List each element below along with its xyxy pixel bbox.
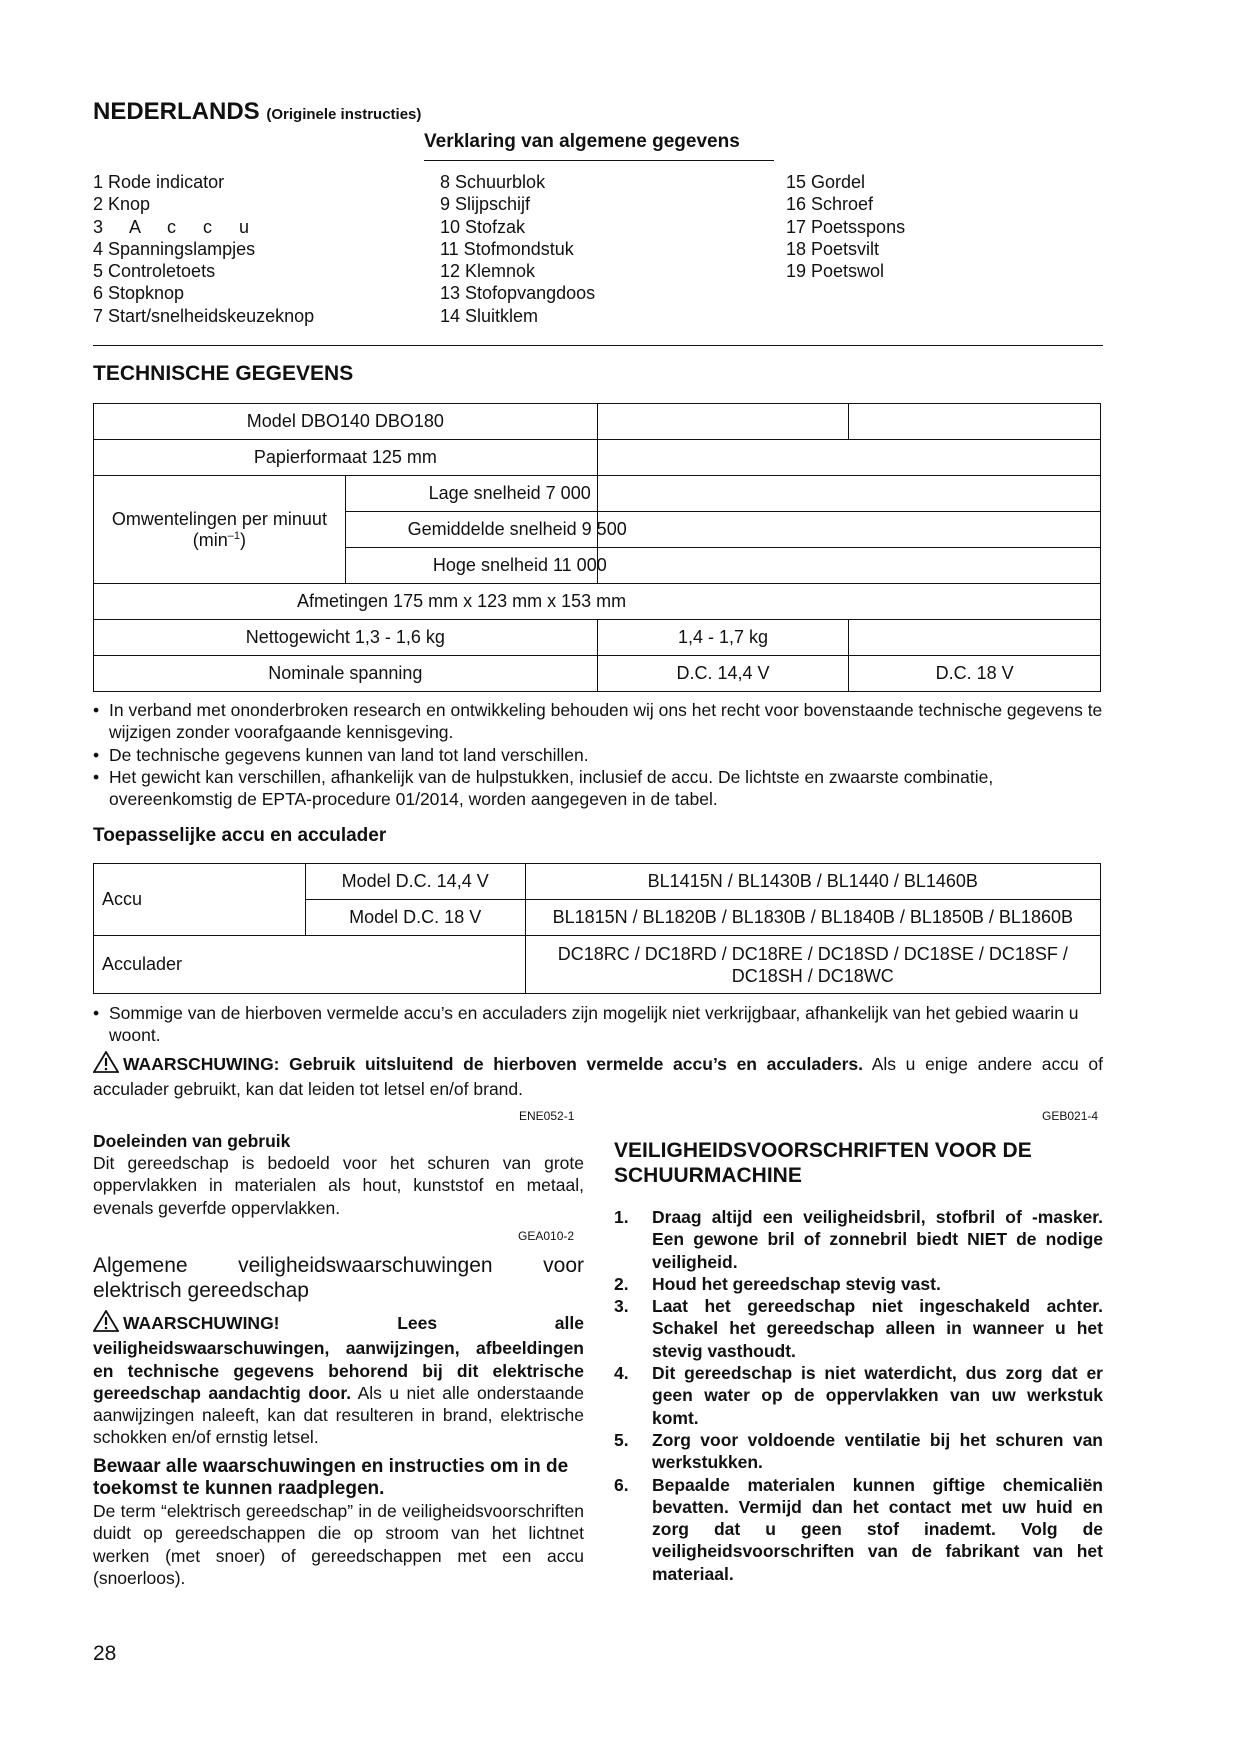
sander-safety-title: VEILIGHEIDSVOORSCHRIFTEN VOOR DE SCHUURMACHINE: [614, 1139, 1032, 1187]
empty-cell: [597, 440, 1100, 476]
empty-cell: [597, 404, 849, 440]
term-text: De term “elektrisch gereedschap” in de veiligheidsvoorschriften duidt op gereedschappen die op stroom van het lichtnet werken (met snoer) of gereedschappen met een accu (snoerloos).: [93, 1501, 584, 1588]
keep-instructions: Bewaar alle waarschuwingen en instructies om in de toekomst te kunnen raadplegen.: [93, 1456, 569, 1499]
general-safety-title: Algemene veiligheidswaarschuwingen voor elektrisch gereedschap: [93, 1254, 584, 1302]
model-18-cell: Model D.C. 18 V: [305, 900, 525, 936]
legend-item: 16 Schroef: [786, 194, 874, 215]
battery-table: [93, 863, 1101, 994]
batteries-18-cell: BL1815N / BL1820B / BL1830B / BL1840B / BL1850B / BL1860B: [525, 900, 1100, 936]
purpose-text: Dit gereedschap is bedoeld voor het schuren van grote oppervlakken in materialen als hout, kunststof en metaal, evenals geverfde oppervlakken.: [93, 1153, 584, 1218]
warning-triangle-icon: [93, 1310, 119, 1337]
legend-item: 6 Stopknop: [93, 283, 185, 304]
accu-label-cell: Accu: [94, 864, 306, 936]
language-subtitle: (Originele instructies): [266, 106, 422, 123]
legend-item: 17 Poetsspons: [786, 216, 906, 237]
rpm-unit: $(\min^{-1})$: [192, 529, 247, 550]
mid-speed-cell: Gemiddelde snelheid 9 500: [345, 512, 597, 548]
empty-cell: [597, 548, 1100, 584]
legend-item: 2 Knop: [93, 194, 151, 215]
tech-note: • In verband met ononderbroken research en ontwikkeling behouden wij ons het recht voor bovenstaande technische gegevens te wijzigen zonder voorafgaande kennisgeving.: [93, 699, 1103, 744]
battery-note: [93, 1002, 1103, 1047]
charger-label-cell: Acculader: [94, 936, 526, 994]
page-number: 28: [93, 1642, 117, 1665]
empty-cell: [849, 404, 1101, 440]
tech-note: • Het gewicht kan verschillen, afhankelijk van de hulpstukken, inclusief de accu. De lichtste en zwaarste combinatie, overeenkomstig de EPTA-procedure 01/2014, worden aangegeven in de tabel.: [93, 766, 1103, 811]
list-item: 4. Dit gereedschap is niet waterdicht, dus zorg dat er geen water op de oppervlakken van uw werkstuk komt.: [614, 1363, 1103, 1428]
dimensions-cell: Afmetingen 175 mm x 123 mm x 153 mm: [94, 584, 1101, 620]
legend-item: 5 Controletoets: [93, 261, 216, 282]
list-item: 6. Bepaalde materialen kunnen giftige chemicaliën bevatten. Vermijd dan het contact met uw huid en zorg dat u geen stof inademt. Volg de veiligheidsvoorschriften van de fabrikant van het materiaal.: [614, 1474, 1103, 1584]
battery-note-text: • Sommige van de hierboven vermelde accu’s en acculaders zijn mogelijk niet verkrijgbaar, afhankelijk van het gebied waarin u woont.: [93, 1002, 1103, 1047]
warning-triangle-icon: [93, 1051, 119, 1078]
legend-item: 4 Spanningslampjes: [93, 238, 256, 259]
legend-column-2: [440, 171, 595, 327]
code-gea010: GEA010-2: [518, 1229, 575, 1243]
code-geb021: GEB021-4: [1042, 1109, 1099, 1123]
general-warning: WAARSCHUWING! Lees alle veiligheidswaarschuwingen, aanwijzingen, afbeeldingen en technische gegevens behorend bij dit elektrische gereedschap aandachtig door. Als u niet alle onderstaande aanwijzingen naleeft, kan dat resulteren in brand, elektrische schokken en/of ernstig letsel.: [93, 1310, 584, 1449]
sander-safety-list: [614, 1206, 1103, 1585]
weight-label-cell: Nettogewicht 1,3 - 1,6 kg: [94, 620, 598, 656]
declaration-title: Verklaring van algemene gegevens: [424, 131, 740, 152]
code-ene052: ENE052-1: [519, 1109, 575, 1123]
battery-warning: WAARSCHUWING: Gebruik uitsluitend de hierboven vermelde accu’s en acculaders. Als u enige andere accu of acculader gebruikt, kan dat leiden tot letsel en/of brand.: [93, 1051, 1103, 1101]
section-divider: [93, 345, 1103, 346]
legend-item: 11 Stofmondstuk: [440, 238, 574, 259]
voltage-144-cell: D.C. 14,4 V: [597, 656, 849, 692]
legend-item: 13 Stofopvangdoos: [440, 283, 596, 304]
tech-data-title: TECHNISCHE GEGEVENS: [93, 362, 354, 385]
chargers-line: DC18SH / DC18WC: [731, 965, 894, 986]
rpm-label: Omwentelingen per minuut: [111, 508, 327, 529]
purpose-title: Doeleinden van gebruik: [93, 1131, 291, 1151]
batteries-144-cell: BL1415N / BL1430B / BL1440 / BL1460B: [525, 864, 1100, 900]
empty-cell: [597, 512, 1100, 548]
low-speed-cell: Lage snelheid 7 000: [345, 476, 597, 512]
legend-column-3: [786, 171, 905, 282]
legend-item: 14 Sluitklem: [440, 305, 539, 326]
legend-item: 7 Start/snelheidskeuzeknop: [93, 305, 315, 326]
legend-column-1: [93, 171, 314, 327]
page-title: [93, 98, 421, 126]
tech-note: • De technische gegevens kunnen van land tot land verschillen.: [93, 744, 1103, 766]
rpm-label-cell: [94, 476, 346, 584]
empty-cell: [597, 476, 1100, 512]
legend-item: 9 Slijpschijf: [440, 194, 531, 215]
tech-data-table: [93, 403, 1101, 692]
list-item: 1. Draag altijd een veiligheidsbril, stofbril of -masker. Een gewone bril of zonnebril biedt NIET de nodige veiligheid.: [614, 1207, 1103, 1272]
weight-180-cell: 1,4 - 1,7 kg: [597, 620, 849, 656]
chargers-cell: [525, 936, 1100, 994]
voltage-18-cell: D.C. 18 V: [849, 656, 1101, 692]
model-144-cell: Model D.C. 14,4 V: [305, 864, 525, 900]
list-item: 3. Laat het gereedschap niet ingeschakeld achter. Schakel het gereedschap alleen in wanneer u het stevig vasthoudt.: [614, 1296, 1103, 1361]
legend-item: 3 A c c u: [93, 216, 250, 237]
list-item: 5. Zorg voor voldoende ventilatie bij het schuren van werkstukken.: [614, 1429, 1103, 1473]
legend-item: 8 Schuurblok: [440, 172, 546, 192]
battery-title: Toepasselijke accu en acculader: [93, 825, 387, 846]
paper-size-cell: Papierformaat 125 mm: [94, 440, 598, 476]
tech-notes: [93, 699, 1103, 810]
legend-item: 15 Gordel: [786, 172, 866, 192]
purpose-section: [93, 1130, 584, 1219]
legend-item: 12 Klemnok: [440, 261, 536, 282]
chargers-line: DC18RC / DC18RD / DC18RE / DC18SD / DC18SE / DC18SF /: [557, 943, 1068, 964]
list-item: 2. Houd het gereedschap stevig vast.: [614, 1273, 941, 1294]
legend-item: 10 Stofzak: [440, 216, 526, 237]
legend-item: 1 Rode indicator: [93, 172, 225, 192]
legend-item: 19 Poetswol: [786, 261, 885, 282]
model-cell: Model DBO140 DBO180: [94, 404, 598, 440]
declaration-underline: [424, 160, 774, 161]
voltage-label-cell: Nominale spanning: [94, 656, 598, 692]
empty-cell: [849, 620, 1101, 656]
high-speed-cell: Hoge snelheid 11 000: [345, 548, 597, 584]
legend-item: 18 Poetsvilt: [786, 238, 880, 259]
language-heading: NEDERLANDS: [93, 98, 260, 125]
